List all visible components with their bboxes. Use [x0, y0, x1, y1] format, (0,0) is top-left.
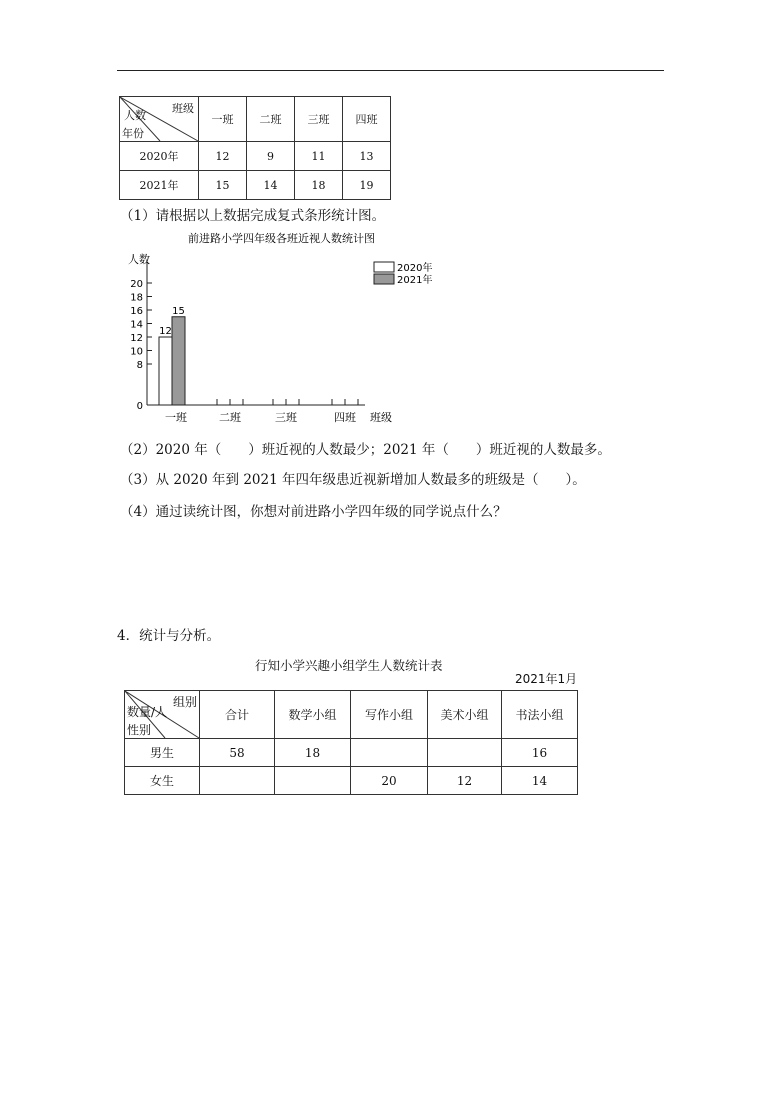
table-row: [125, 767, 578, 795]
table2-cell: 16: [502, 739, 578, 767]
table2-col-header: 合计: [200, 691, 275, 739]
section-4-heading: 4．统计与分析。: [117, 628, 221, 644]
table1-row-label: 2020年: [120, 142, 199, 171]
table2-cell: 14: [502, 767, 578, 795]
x-axis-label: 班级: [370, 411, 392, 424]
question-4: （4）通过读统计图，你想对前进路小学四年级的同学说点什么？: [120, 504, 507, 520]
bar-2020年-一班: [159, 337, 172, 405]
chart-title: 前进路小学四年级各班近视人数统计图: [188, 232, 375, 245]
table1-corner-cell: [120, 97, 199, 142]
table-row: [125, 739, 578, 767]
x-tick-label: 一班: [165, 411, 187, 424]
table2-col-header: 美术小组: [428, 691, 502, 739]
table1-corner-mid: 人数: [124, 109, 146, 122]
table2-col-header: 书法小组: [502, 691, 578, 739]
table2-cell: [200, 767, 275, 795]
table2-cell: 18: [275, 739, 351, 767]
table2-cell: 20: [351, 767, 428, 795]
table1-cell: 18: [295, 171, 343, 200]
question-2: （2）2020 年（ ）班近视的人数最少；2021 年（ ）班近视的人数最多。: [120, 442, 611, 458]
table2-cell: [275, 767, 351, 795]
table2-corner-top: 组别: [173, 695, 198, 709]
table-row: [120, 142, 391, 171]
table1-row-label: 2021年: [120, 171, 199, 200]
table1-col-header: 一班: [199, 97, 247, 142]
table2-corner-mid: 数量/人: [127, 705, 168, 719]
legend-label: 2021年: [397, 275, 433, 286]
table2-cell: [351, 739, 428, 767]
y-tick-label: 20: [130, 279, 143, 290]
table1-cell: 9: [247, 142, 295, 171]
bar-data-label: 15: [172, 305, 185, 317]
legend-swatch: [374, 274, 394, 284]
interest-group-table: [124, 690, 578, 795]
x-tick-label: 二班: [219, 411, 241, 424]
bar-data-label: 12: [159, 326, 172, 337]
y-tick-label: 18: [130, 292, 143, 304]
table2-col-header: 写作小组: [351, 691, 428, 739]
table2-row-label: 女生: [125, 767, 200, 795]
table1-corner-bottom: 年份: [122, 127, 144, 140]
y-tick-label: 16: [130, 306, 143, 317]
y-tick-label: 14: [130, 319, 143, 331]
y-tick-label: 0: [136, 401, 143, 412]
y-axis-label: 人数: [128, 253, 150, 266]
legend-swatch: [374, 262, 394, 272]
table-row: [120, 171, 391, 200]
table2-cell: 58: [200, 739, 275, 767]
table2-corner-bottom: 性别: [127, 723, 152, 737]
table1-cell: 12: [199, 142, 247, 171]
table1-cell: 14: [247, 171, 295, 200]
table1-col-header: 二班: [247, 97, 295, 142]
y-tick-label: 12: [130, 333, 143, 344]
table2-date: 2021年1月: [515, 672, 578, 686]
table1-cell: 11: [295, 142, 343, 171]
question-3: （3）从 2020 年到 2021 年四年级患近视新增加人数最多的班级是（ ）。: [120, 472, 586, 488]
table2-title: 行知小学兴趣小组学生人数统计表: [255, 658, 443, 673]
bar-2021年-一班: [172, 317, 185, 405]
table1-cell: 13: [343, 142, 391, 171]
table1-col-header: 四班: [343, 97, 391, 142]
y-tick-label: 10: [130, 346, 143, 358]
table1-cell: 19: [343, 171, 391, 200]
table1-corner-top: 班级: [172, 102, 194, 115]
table2-row-label: 男生: [125, 739, 200, 767]
legend-label: 2020年: [397, 263, 433, 274]
table1-col-header: 三班: [295, 97, 343, 142]
x-tick-label: 四班: [334, 411, 356, 424]
myopia-data-table: [119, 96, 391, 200]
table2-cell: 12: [428, 767, 502, 795]
question-1: （1）请根据以上数据完成复式条形统计图。: [120, 208, 386, 224]
table1-cell: 15: [199, 171, 247, 200]
table2-corner-cell: [125, 691, 200, 739]
table2-cell: [428, 739, 502, 767]
bar-chart: [120, 230, 433, 430]
header-rule: [117, 70, 664, 71]
y-tick-label: 8: [136, 360, 143, 371]
table2-col-header: 数学小组: [275, 691, 351, 739]
x-tick-label: 三班: [275, 411, 297, 424]
